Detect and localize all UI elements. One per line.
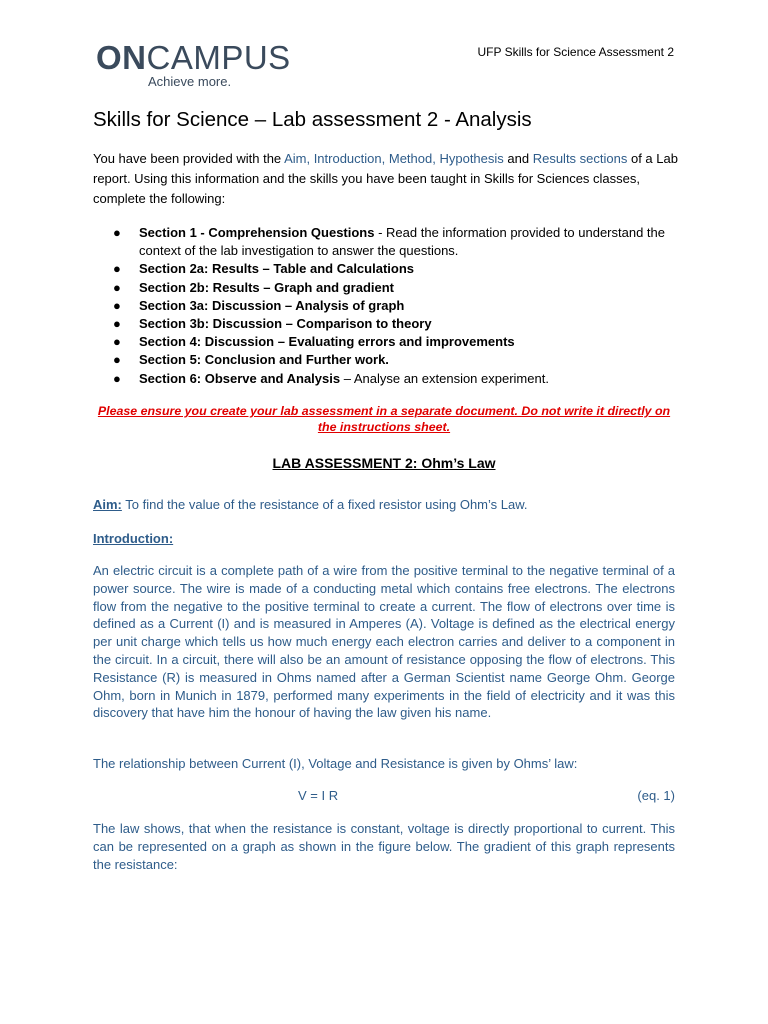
aim-statement: Aim: To find the value of the resistance of a fixed resistor using Ohm’s Law. xyxy=(93,497,528,512)
list-item: ● Section 2a: Results – Table and Calculations xyxy=(113,260,693,278)
list-item: ● Section 3a: Discussion – Analysis of graph xyxy=(113,297,693,315)
equation-number: (eq. 1) xyxy=(637,788,675,803)
list-item: ● Section 4: Discussion – Evaluating errors and improvements xyxy=(113,333,693,351)
relationship-paragraph: The relationship between Current (I), Voltage and Resistance is given by Ohms’ law: xyxy=(93,756,578,771)
list-item: ● Section 5: Conclusion and Further work. xyxy=(113,351,693,369)
graph-explanation-paragraph: The law shows, that when the resistance is constant, voltage is directly proportional to current. This can be represented on a graph as shown in the figure below. The gradient of this graph represents the resistance: xyxy=(93,821,675,872)
ohms-law-equation xyxy=(93,788,675,806)
warning-notice: Please ensure you create your lab assessment in a separate document. Do not write it directly on the instructions sheet. xyxy=(97,404,671,434)
bullet-icon: ● xyxy=(113,316,121,332)
bullet-icon: ● xyxy=(113,297,121,313)
logo-tagline: Achieve more. xyxy=(148,74,232,89)
instructions-paragraph: You have been provided with the Aim, Introduction, Method, Hypothesis and Results sections of a Lab report. Using this information and the skills you have been taught in Skills for Sciences classes, complete the following: xyxy=(93,151,678,206)
bullet-icon: ● xyxy=(113,334,121,350)
list-item: ● Section 1 - Comprehension Questions - Read the information provided to understand the context of the lab investigation to answer the questions. xyxy=(113,225,665,259)
bullet-icon: ● xyxy=(113,225,121,240)
list-item: ● Section 3b: Discussion – Comparison to theory xyxy=(113,315,693,333)
introduction-paragraph: An electric circuit is a complete path of a wire from the positive terminal to the negative terminal of a power source. The wire is made of a conducting metal which contains free electrons. The electrons flow from the negative to the positive terminal to create a current. The flow of electrons over time is defined as a Current (I) and is measured in Amperes (A). Voltage is defined as the electrical energy per unit charge which tells us how much energy each electron carries and deliver to a component in the circuit. In a circuit, there will also be an amount of resistance opposing the flow of electrons. This Resistance (R) is measured in Ohms named after a German Scientist name George Ohm. George Ohm, born in Munich in 1879, performed many experiments in the field of electricity and it was this discovery that have him the honour of having the law given his name. xyxy=(93,563,675,721)
lab-assessment-title: LAB ASSESSMENT 2: Ohm’s Law xyxy=(272,455,496,471)
bullet-icon: ● xyxy=(113,261,121,277)
aim-label: Aim: xyxy=(93,497,122,512)
list-item: ● Section 2b: Results – Graph and gradient xyxy=(113,279,693,297)
bullet-icon: ● xyxy=(113,370,121,386)
logo-wordmark: ONCAMPUS xyxy=(96,39,291,76)
bullet-icon: ● xyxy=(113,279,121,295)
list-item: ● Section 6: Observe and Analysis – Analyse an extension experiment. xyxy=(113,370,693,388)
oncampus-logo xyxy=(96,40,291,89)
section-list xyxy=(113,224,693,388)
equation-formula: V = I R xyxy=(298,788,339,803)
bullet-icon: ● xyxy=(113,352,121,368)
document-title: Skills for Science – Lab assessment 2 - Analysis xyxy=(93,108,532,131)
document-header-label: UFP Skills for Science Assessment 2 xyxy=(477,45,674,59)
introduction-heading: Introduction: xyxy=(93,531,174,546)
